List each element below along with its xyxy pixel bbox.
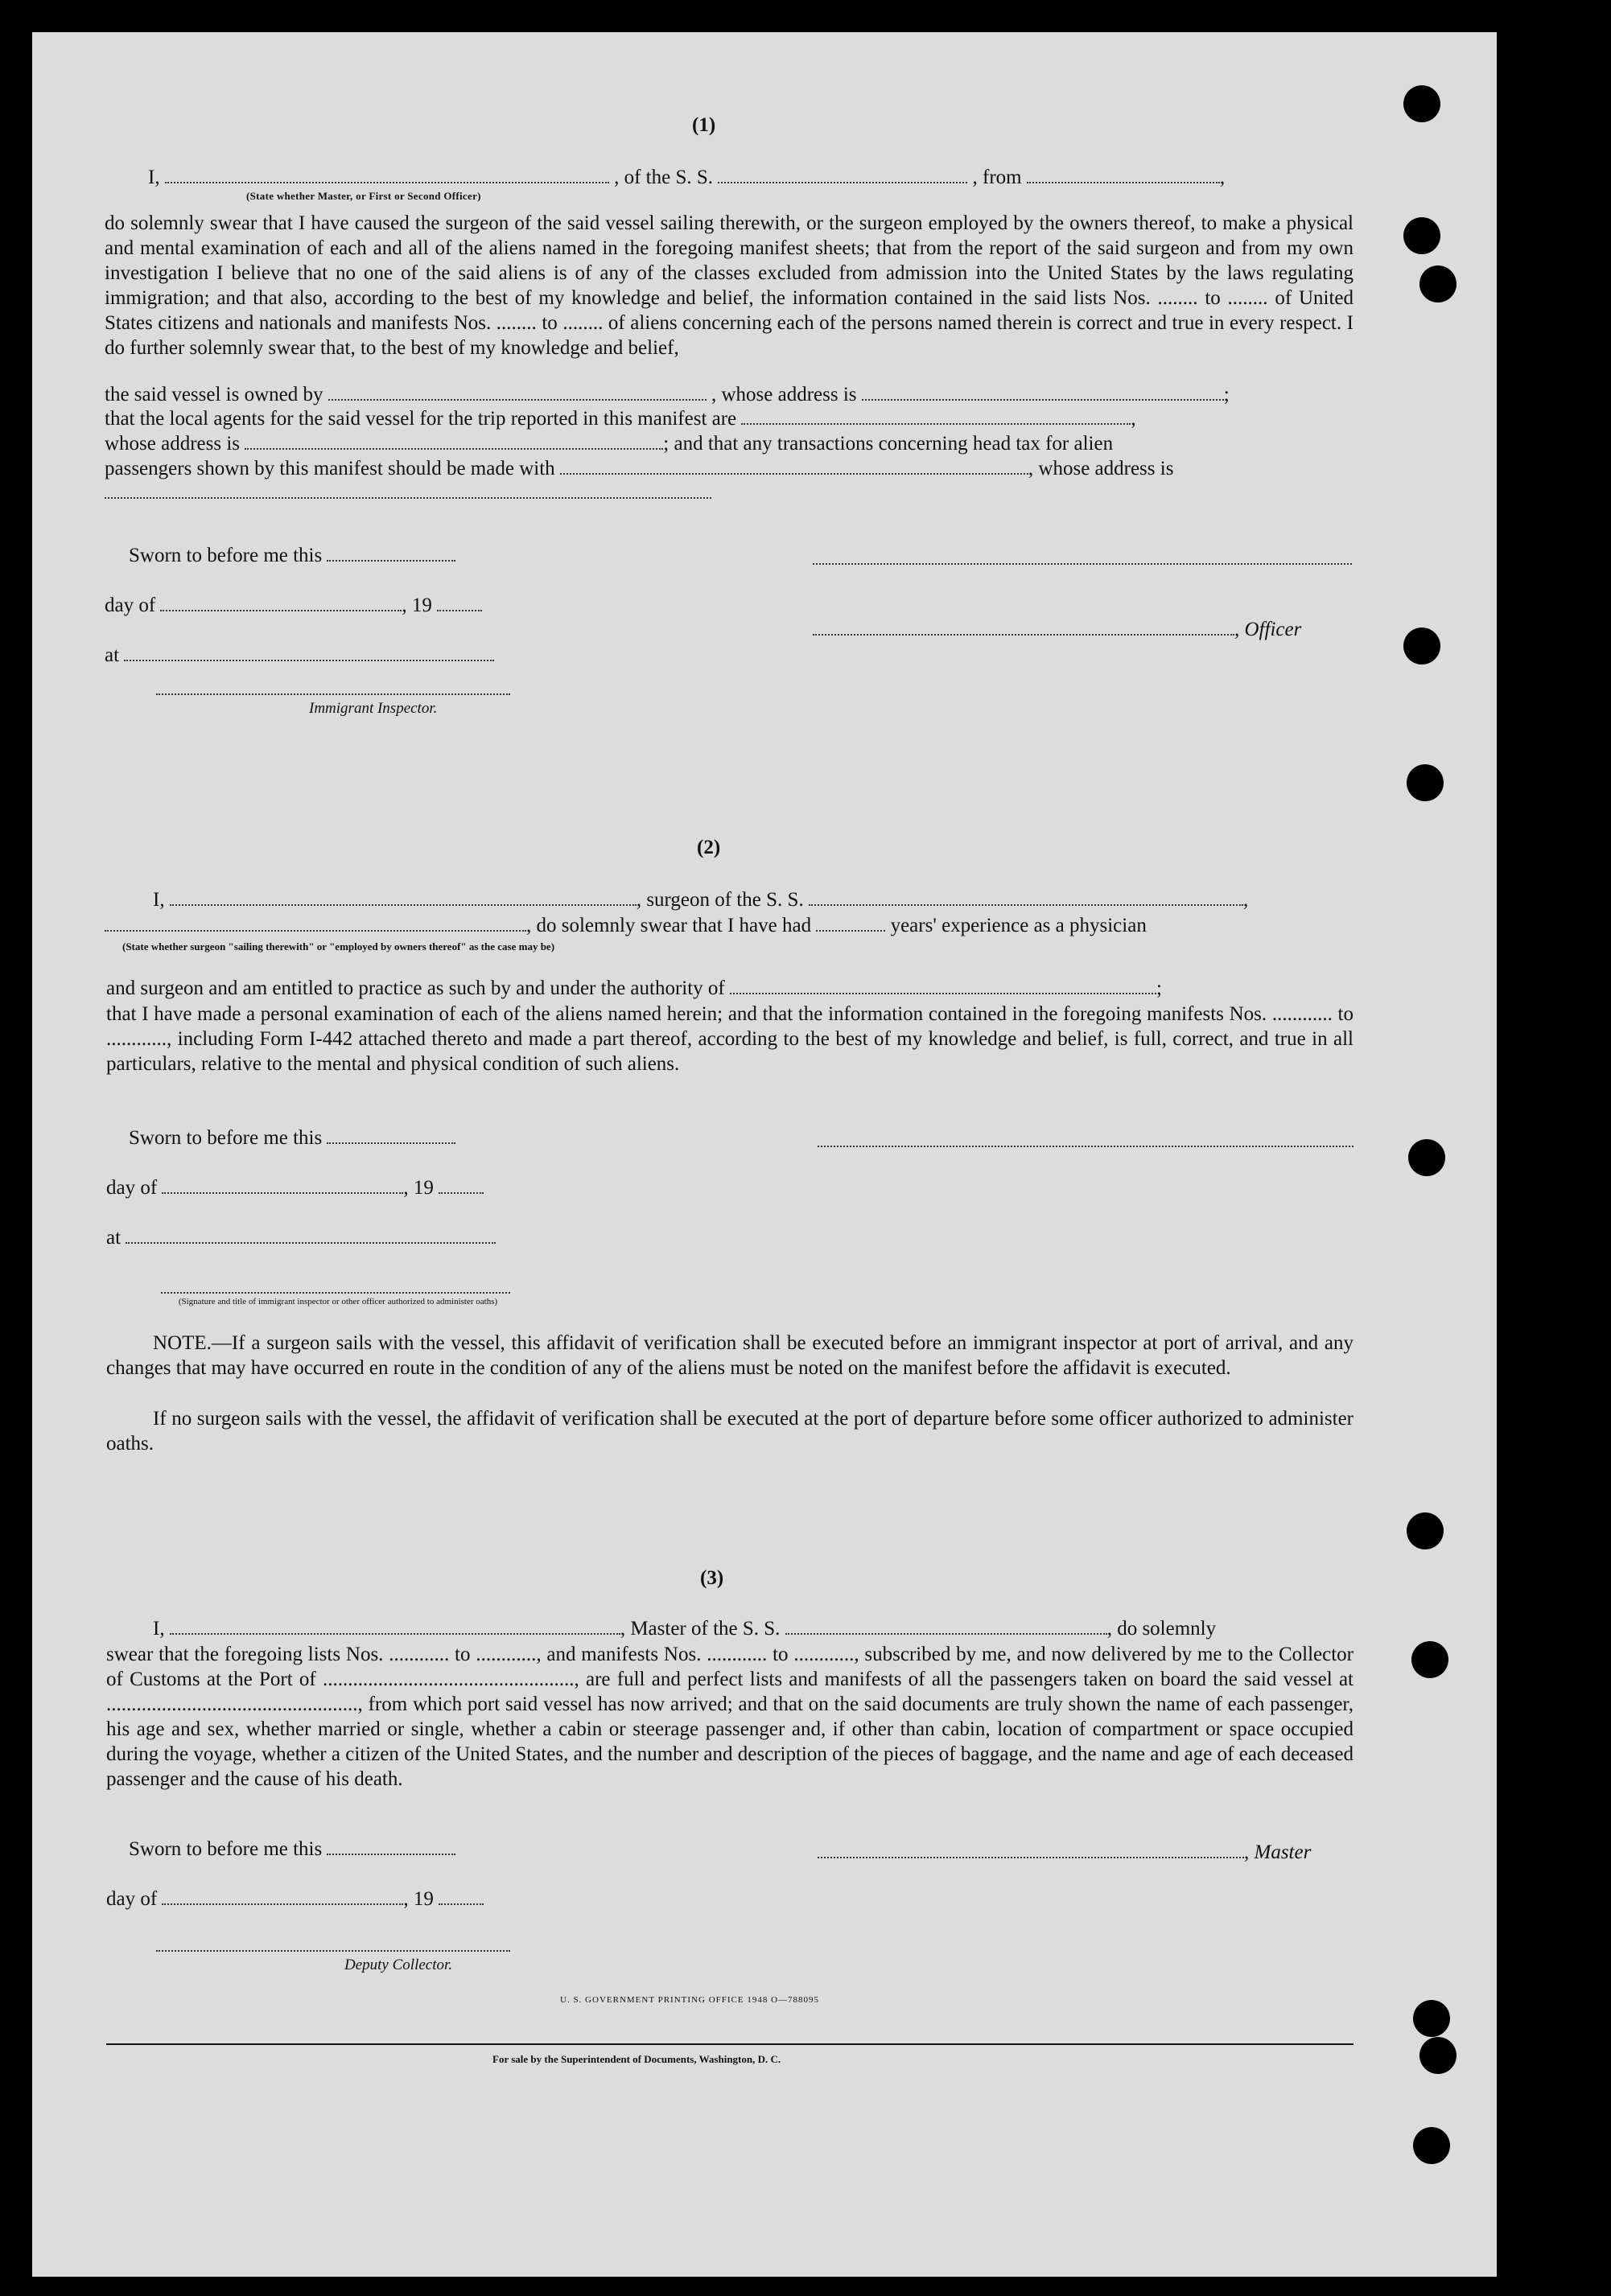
section-2-line-2 [105,914,1147,938]
text-at: at [105,644,120,666]
printing-office-imprint: U. S. GOVERNMENT PRINTING OFFICE 1948 O—788095 [560,1995,820,2005]
officer-signature-line [813,618,1301,642]
note-label: NOTE. [153,1332,212,1354]
punch-hole [1407,764,1444,801]
text-year: , 19 [402,595,432,616]
sworn-date-field[interactable] [327,544,455,562]
section-1-heading: (1) [692,114,716,136]
day-of-line-1 [105,594,482,618]
text-i: I, [153,889,165,911]
owned-by-line: the said vessel is owned by , whose address is ; [105,384,1230,405]
years-field[interactable] [816,914,885,932]
local-agents-line: that the local agents for the said vessel for the trip reported in this manifest are , [105,408,1136,430]
surgeon-status-note: (State whether surgeon "sailing therewith" or "employed by owners thereof" as the case may be) [122,940,555,953]
section-1-line-1: I, , of the S. S. , from , [148,167,1226,188]
passengers-line [105,457,1173,481]
officer-rank-note: (State whether Master, or First or Second Officer) [246,190,481,202]
text-master: , Master [1244,1841,1312,1863]
deputy-collector-signature-field[interactable] [156,1950,510,1952]
text-whose-address-3: , whose address is [1028,458,1174,479]
vessel-name-field-2[interactable] [809,888,1243,906]
surgeon-note [106,1331,1353,1380]
text-i: I, [148,167,160,188]
vessel-name-field-3[interactable] [785,1617,1107,1635]
section-2-heading: (2) [697,837,721,858]
text-at: at [106,1227,122,1249]
owner-address-field[interactable] [862,383,1224,401]
text-local-agents: that the local agents for the said vessel for the trip reported in this manifest are [105,408,737,430]
signature-title-note: (Signature and title of immigrant inspector or other officer authorized to administer oaths) [178,1297,498,1306]
section-3-line-1 [153,1617,1216,1641]
text-owned-by: the said vessel is owned by [105,384,323,405]
at-field[interactable] [124,644,494,661]
punch-hole [1403,627,1440,665]
text-whose-address: , whose address is [711,384,857,405]
text-day-of: day of [105,595,156,616]
no-surgeon-note: If no surgeon sails with the vessel, the affidavit of verification shall be executed at the port of departure before some officer authorized to administer oaths. [106,1408,1353,1455]
surgeon-status-field[interactable] [105,914,526,932]
agents-address-field[interactable] [245,432,663,450]
year-field-2[interactable] [439,1176,484,1194]
master-name-field[interactable] [170,1617,620,1635]
section-3-body: swear that the foregoing lists Nos. ............ to ............, and manifests Nos. ............ to ............, subscribed by me, and now delivered by me to the Collector of Customs at the Port of .................................................., are full and perfect lists and manifests of all the passengers taken on board the said vessel at .................................................., from which port said vessel has now arrived; and that on the said documents are truly shown the name of each passenger, his age and sex, whether married or single, whether a cabin or steerage passenger and, if other than cabin, location of compartment or space occupied during the voyage, whether a citizen of the United States, and the number and description of the pieces of baggage, and the name and age of each deceased passenger and the cause of his death. [106,1644,1353,1790]
punch-hole [1411,1641,1448,1678]
surgeon-signature-field[interactable] [818,1146,1353,1147]
note-body: —If a surgeon sails with the vessel, this affidavit of verification shall be executed before an immigrant inspector at port of arrival, and any changes that may have occurred en route in the condition of any of the aliens must be noted on the manifest before the affidavit is executed. [106,1332,1353,1379]
from-port-field[interactable] [1027,166,1220,183]
section-2-body: that I have made a personal examination of each of the aliens named herein; and that the information contained in the foregoing manifests Nos. ............ to ............, including Form I-442 attached thereto and made a part thereof, according to the best of my knowledge and belief, is full, correct, and true in all particulars, relative to the mental and physical condition of such aliens. [106,1003,1353,1075]
administering-officer-signature-field[interactable] [161,1292,510,1294]
section-1-body: do solemnly swear that I have caused the surgeon of the said vessel sailing therewith, or the surgeon employed by the owners thereof, to make a physical and mental examination of each and all of the aliens named in the foregoing manifest sheets; that from the report of the said surgeon and from my own investigation I believe that no one of the said aliens is of any of the classes excluded from admission into the United States by the laws regulating immigration; and that also, according to the best of my knowledge and belief, the information contained in the said lists Nos. ........ to ........ of United States citizens and nationals and manifests Nos. ........ to ........ of aliens concerning each of the persons named therein is correct and true in every respect. I do further solemnly swear that, to the best of my knowledge and belief, [105,212,1353,359]
sworn-line-3 [129,1837,455,1862]
text-year: , 19 [403,1888,434,1910]
deputy-collector-label: Deputy Collector. [344,1957,453,1973]
section-3-heading: (3) [700,1567,724,1589]
agents-address-line [105,432,1113,456]
inspector-signature-field[interactable] [156,693,510,695]
at-field-2[interactable] [126,1226,496,1244]
text-head-tax: ; and that any transactions concerning head tax for alien [663,433,1114,455]
master-signature-field[interactable] [818,1841,1244,1858]
punch-hole [1408,1139,1445,1176]
text-day-of: day of [106,1177,158,1199]
year-field[interactable] [437,594,482,611]
text-i: I, [153,1618,165,1640]
text-sworn: Sworn to before me this [129,1127,323,1149]
vessel-name-field[interactable] [718,166,967,183]
manifest-affidavit-page [32,32,1497,2277]
punch-hole [1419,265,1456,302]
at-line-2 [106,1226,496,1250]
day-of-field-2[interactable] [162,1176,403,1194]
sworn-date-field-2[interactable] [327,1126,455,1144]
text-year: , 19 [403,1177,434,1199]
immigrant-inspector-label: Immigrant Inspector. [309,700,438,717]
text-sworn: Sworn to before me this [129,1838,323,1860]
owner-field[interactable] [328,383,707,401]
text-whose-address-2: whose address is [105,433,241,455]
surgeon-name-field[interactable] [170,888,637,906]
head-tax-contact-field[interactable] [560,457,1028,475]
text-from: , from [972,167,1022,188]
section-2-line-1: I, , surgeon of the S. S. , [153,889,1249,911]
footer-rule [106,2043,1353,2045]
text-officer: , Officer [1234,619,1302,640]
text-passengers: passengers shown by this manifest should be made with [105,458,555,479]
text-day-of: day of [106,1888,158,1910]
day-of-field[interactable] [160,594,402,611]
text-years: years' experience as a physician [890,915,1147,936]
text-surgeon-of: , surgeon of the S. S. [636,889,804,911]
punch-hole [1403,85,1440,122]
sale-notice: For sale by the Superintendent of Documents, Washington, D. C. [492,2053,781,2065]
officer-signature-top-field[interactable] [813,563,1352,565]
head-tax-address-field[interactable] [105,497,711,499]
text-sworn: Sworn to before me this [129,545,323,566]
year-field-3[interactable] [439,1887,484,1905]
punch-hole [1413,2000,1450,2037]
officer-signature-field[interactable] [813,618,1234,636]
day-of-field-3[interactable] [162,1887,403,1905]
sworn-date-field-3[interactable] [327,1837,455,1855]
master-signature-line [818,1841,1311,1865]
at-line-1 [105,644,494,668]
day-of-line-2 [106,1176,484,1200]
text-swear: , do solemnly swear that I have had [526,915,812,936]
punch-hole [1403,217,1440,254]
punch-hole [1419,2037,1456,2074]
entitled-line: and surgeon and am entitled to practice as such by and under the authority of ; [106,977,1162,999]
day-of-line-3 [106,1887,484,1911]
punch-hole [1407,1512,1444,1549]
local-agents-field[interactable] [741,407,1131,425]
text-entitled: and surgeon and am entitled to practice as such by and under the authority of [106,977,725,999]
punch-hole [1413,2127,1450,2164]
authority-field[interactable] [730,977,1156,994]
text-of-ss: , of the S. S. [614,167,714,188]
sworn-line-2 [129,1126,455,1150]
text-master-of: , Master of the S. S. [620,1618,781,1640]
officer-name-field[interactable] [165,166,609,183]
sworn-line-1 [129,544,455,568]
text-solemnly: , do solemnly [1106,1618,1217,1640]
